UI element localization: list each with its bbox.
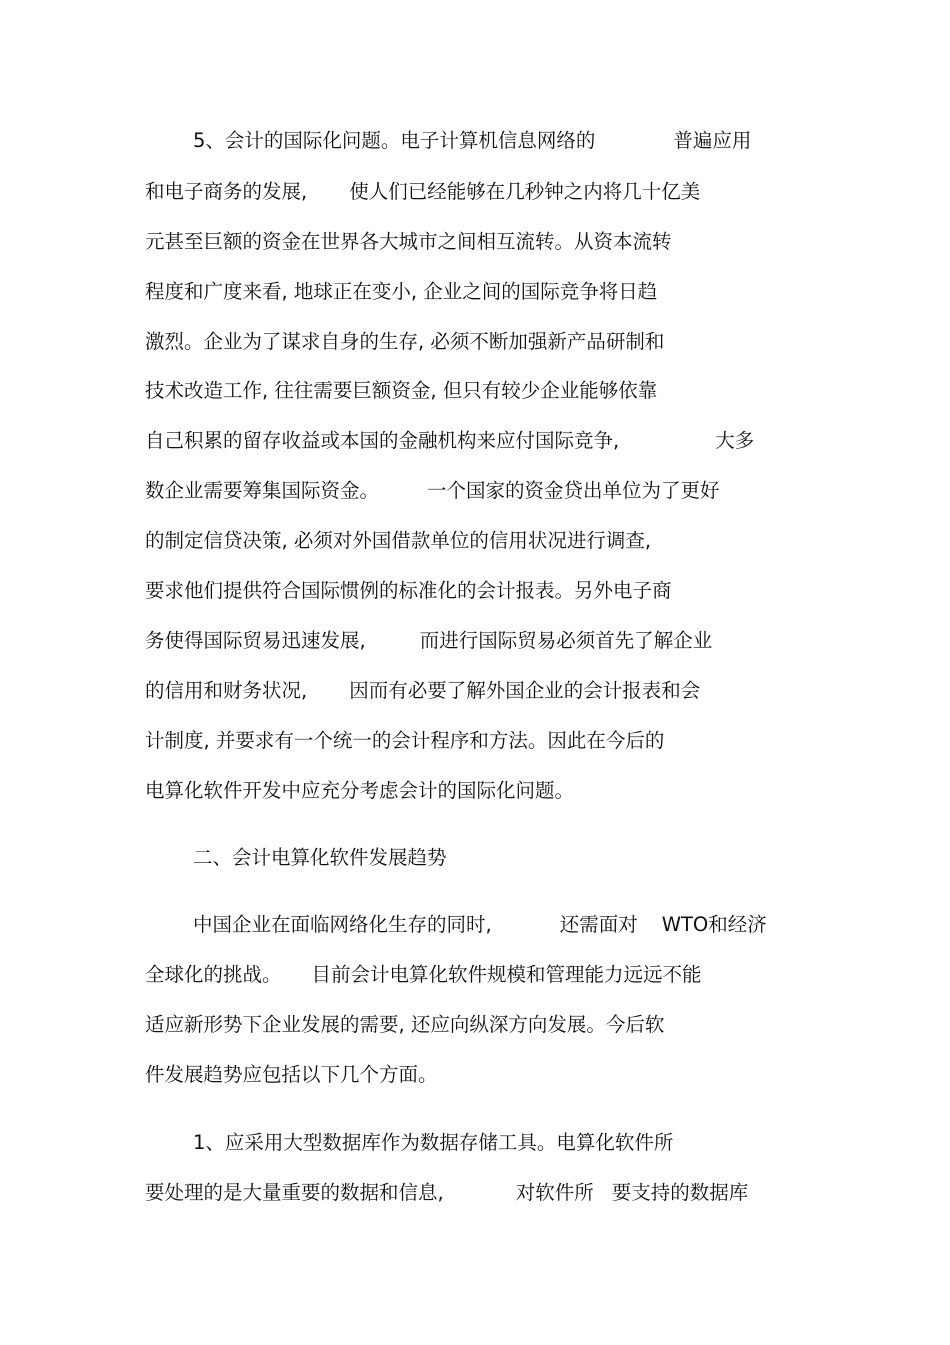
text-line <box>145 628 712 654</box>
text-segment: 自己积累的留存收益或本国的金融机构来应付国际竞争, <box>145 429 620 452</box>
text-segment: 要求他们提供符合国际惯例的标准化的会计报表。另外电子商 <box>145 579 672 602</box>
text-line <box>145 528 651 554</box>
text-segment: 务使得国际贸易迅速发展, <box>145 629 366 652</box>
text-segment: 而进行国际贸易必须首先了解企业 <box>419 629 713 652</box>
text-line <box>145 1180 748 1206</box>
text-line <box>145 1062 438 1088</box>
text-segment: 计制度, 并要求有一个统一的会计程序和方法。因此在今后的 <box>145 729 665 752</box>
text-line <box>145 229 672 255</box>
text-line <box>145 778 574 804</box>
text-segment: 的制定信贷决策, 必须对外国借款单位的信用状况进行调查, <box>145 529 652 552</box>
text-line <box>145 428 754 454</box>
text-line <box>145 678 700 704</box>
text-segment: 一个国家的资金贷出单位为了更好 <box>427 479 720 502</box>
text-line <box>145 578 672 604</box>
text-segment: 对软件所 <box>515 1181 594 1204</box>
text-segment: 5、会计的国际化问题。电子计算机信息网络的 <box>193 129 596 152</box>
text-segment: 二、会计电算化软件发展趋势 <box>193 846 447 869</box>
text-segment: 普遍应用 <box>673 129 752 152</box>
text-segment: 电算化软件开发中应充分考虑会计的国际化问题。 <box>145 779 575 802</box>
text-segment: 中国企业在面临网络化生存的同时, <box>193 913 492 936</box>
text-segment: 技术改造工作, 往往需要巨额资金, 但只有较少企业能够依靠 <box>145 379 658 402</box>
text-segment: 件发展趋势应包括以下几个方面。 <box>145 1063 438 1086</box>
text-line <box>145 962 702 988</box>
text-line <box>145 279 657 305</box>
text-line <box>193 912 767 938</box>
text-segment: 目前会计电算化软件规模和管理能力远远不能 <box>311 963 702 986</box>
text-line <box>145 478 720 504</box>
text-segment: 和电子商务的发展, <box>145 180 308 203</box>
text-segment: 数企业需要筹集国际资金。 <box>145 479 380 502</box>
text-segment: 要处理的是大量重要的数据和信息, <box>145 1181 444 1204</box>
text-segment: 程度和广度来看, 地球正在变小, 企业之间的国际竞争将日趋 <box>145 280 658 303</box>
text-line <box>145 179 700 205</box>
text-segment: 大多 <box>715 429 755 452</box>
text-segment: 激烈。企业为了谋求自身的生存, 必须不断加强新产品研制和 <box>145 330 665 353</box>
text-line <box>145 1012 664 1038</box>
text-segment: 要支持的数据库 <box>611 1181 749 1204</box>
text-line <box>193 128 751 154</box>
text-line <box>193 1130 673 1156</box>
text-segment: 1、应采用大型数据库作为数据存储工具。电算化软件所 <box>193 1131 674 1154</box>
text-segment: 因而有必要了解外国企业的会计报表和会 <box>349 679 701 702</box>
text-segment: WTO和经济 <box>661 913 767 936</box>
text-line <box>145 378 657 404</box>
text-segment: 的信用和财务状况, <box>145 679 308 702</box>
text-segment: 使人们已经能够在几秒钟之内将几十亿美 <box>349 180 701 203</box>
section-heading <box>193 845 447 871</box>
text-line <box>145 728 664 754</box>
text-segment: 元甚至巨额的资金在世界各大城市之间相互流转。从资本流转 <box>145 230 672 253</box>
text-line <box>145 329 664 355</box>
text-segment: 适应新形势下企业发展的需要, 还应向纵深方向发展。今后软 <box>145 1013 665 1036</box>
text-segment: 全球化的挑战。 <box>145 963 282 986</box>
text-segment: 还需面对 <box>559 913 638 936</box>
